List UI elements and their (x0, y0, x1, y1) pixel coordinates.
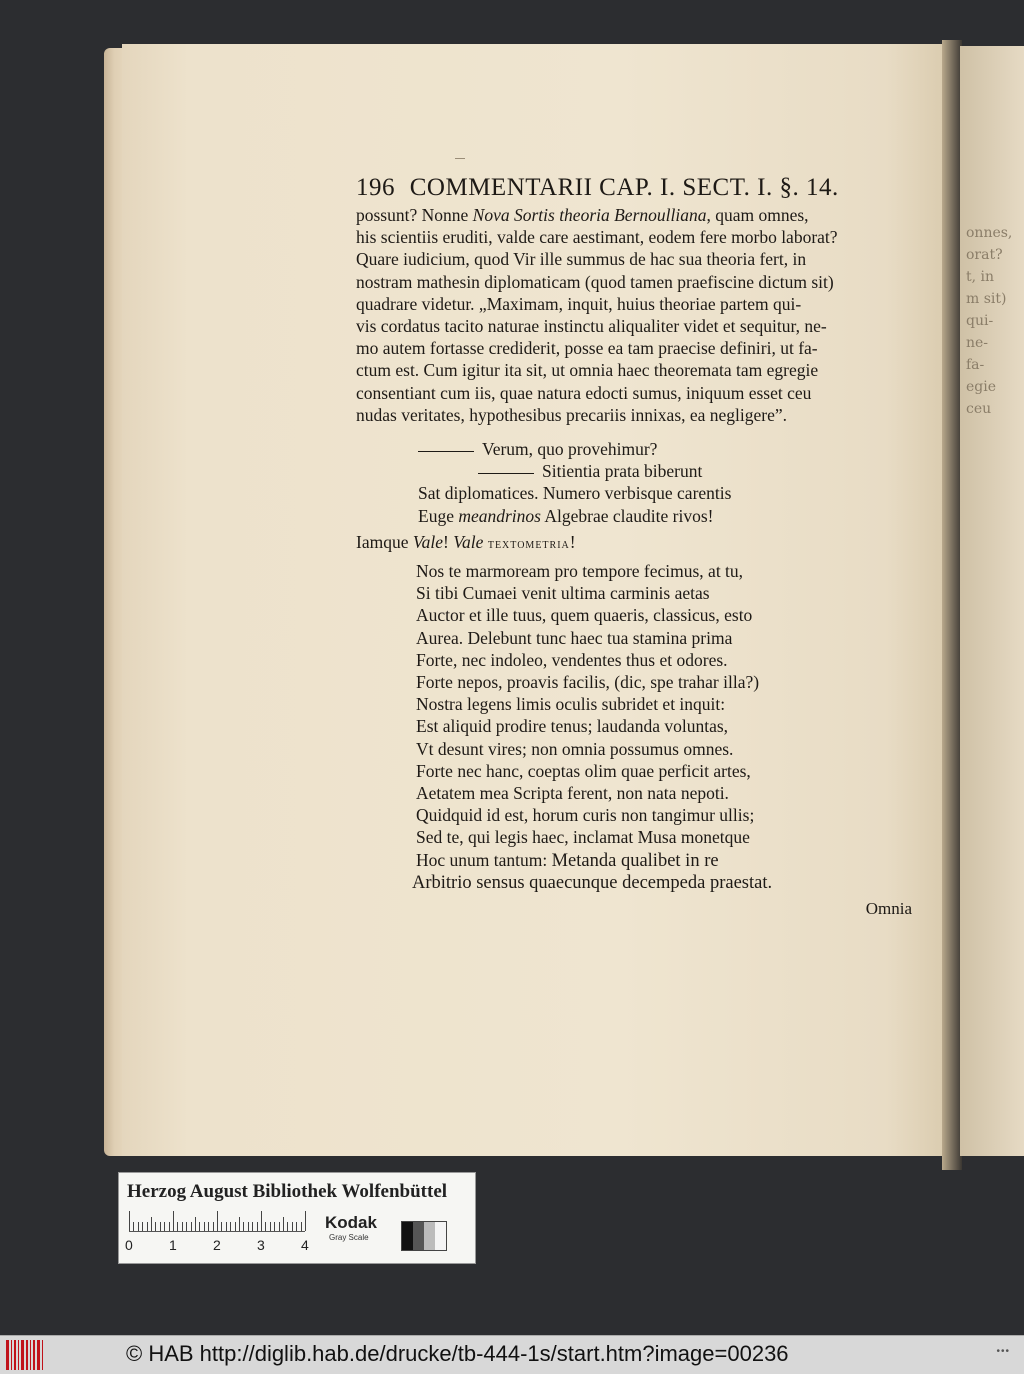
facing-page-fragment: egie (966, 379, 997, 395)
ruler-number: 3 (257, 1237, 265, 1253)
ruler-tick (195, 1217, 196, 1231)
ruler-number: 4 (301, 1237, 309, 1253)
ruler-tick (261, 1211, 262, 1231)
color-calibration-bar (118, 1172, 476, 1264)
ruler-tick (305, 1211, 306, 1231)
viewer-footer (0, 1335, 1024, 1374)
prose-line: Quare iudicium, quod Vir ille summus de hac sua theoria fert, in (356, 249, 807, 270)
kodak-logo: Kodak (325, 1213, 377, 1232)
prose-line: mo autem fortasse crediderit, posse ea tam praecise definiri, ut fa- (356, 338, 818, 359)
ruler-tick (239, 1217, 240, 1231)
ruler-tick (257, 1222, 258, 1231)
ruler-tick (151, 1217, 152, 1231)
ruler-tick (164, 1222, 165, 1231)
ruler-tick (182, 1222, 183, 1231)
page-mark (455, 158, 465, 159)
facing-page-fragment: qui- (966, 313, 994, 329)
verse-line: Si tibi Cumaei venit ultima carminis aetas (416, 583, 710, 604)
facing-page-fragment: m sit) (966, 291, 1007, 307)
ruler-tick (133, 1222, 134, 1231)
barcode-bar (26, 1340, 28, 1370)
facing-page-fragment: ceu (966, 401, 992, 417)
verse-line: Nos te marmoream pro tempore fecimus, at tu, (416, 561, 744, 582)
ruler-tick (142, 1222, 143, 1231)
prose-line: nudas veritates, hypothesibus precariis innixas, ea negligere”. (356, 404, 788, 425)
verse-line: Auctor et ille tuus, quem quaeris, classicus, esto (416, 605, 753, 626)
barcode-bar (37, 1340, 40, 1370)
hab-logo-icon[interactable] (6, 1340, 44, 1370)
ruler-number: 2 (213, 1237, 221, 1253)
ruler-number: 1 (169, 1237, 177, 1253)
prose-line: his scientiis eruditi, valde care aestimant, eodem fere morbo laborat? (356, 227, 838, 248)
running-header (356, 174, 918, 202)
page-number: 196 (356, 174, 395, 201)
farewell-line: Iamque Vale! Vale textometria! (356, 531, 576, 552)
ruler-tick (147, 1222, 148, 1231)
ruler-tick (199, 1222, 200, 1231)
barcode-bar (21, 1340, 24, 1370)
facing-page-fragment: ne- (966, 335, 989, 351)
ruler-tick (169, 1222, 170, 1231)
verse-line: Euge meandrinos Algebrae claudite rivos! (418, 505, 714, 526)
prose-paragraph (356, 204, 918, 426)
barcode-bar (11, 1340, 12, 1370)
ruler-tick (186, 1222, 187, 1231)
ruler-tick (155, 1222, 156, 1231)
verse-line: Sitientia prata biberunt (356, 460, 918, 482)
em-dash (478, 473, 534, 474)
ruler-tick (230, 1222, 231, 1231)
ruler-tick (160, 1222, 161, 1231)
verse-line: Forte, nec indoleo, vendentes thus et odores. (416, 649, 728, 670)
facing-page-fragment: orat? (966, 247, 1003, 263)
ruler-tick (243, 1222, 244, 1231)
copyright-url[interactable]: © HAB http://diglib.hab.de/drucke/tb-444-1s/start.htm?image=00236 (126, 1341, 789, 1366)
verse-line: Aurea. Delebunt tunc haec tua stamina prima (416, 627, 733, 648)
gray-swatch (402, 1222, 413, 1250)
ruler-tick (129, 1211, 130, 1231)
prose-line: consentiant cum iis, quae natura edocti sumus, iniquum esset ceu (356, 382, 812, 403)
verse-line: Forte nepos, proavis facilis, (dic, spe trahar illa?) (416, 672, 760, 693)
em-dash (418, 451, 474, 452)
verse-line: Sed te, qui legis haec, inclamat Musa monetque (416, 827, 750, 848)
verse-line: Forte nec hanc, coeptas olim quae perficit artes, (416, 760, 751, 781)
facing-page-fragment: onnes, (966, 225, 1013, 241)
ruler-tick (283, 1217, 284, 1231)
ruler-tick (221, 1222, 222, 1231)
catchword: Omnia (865, 899, 912, 919)
verse-line: Quidquid id est, horum curis non tangimur ullis; (416, 805, 755, 826)
ruler-number: 0 (125, 1237, 133, 1253)
ruler-tick (226, 1222, 227, 1231)
ruler-tick (274, 1222, 275, 1231)
prose-line: quadrare videtur. „Maximam, inquit, huius theoriae partem qui- (356, 293, 802, 314)
verse-line: Aetatem mea Scripta ferent, non nata nepoti. (416, 783, 729, 804)
page-text (356, 174, 918, 920)
verse-line: Sat diplomatices. Numero verbisque carentis (418, 483, 732, 504)
gray-swatch (413, 1222, 424, 1250)
verse-line: Hoc unum tantum: Metanda qualibet in re (416, 849, 719, 871)
ruler-tick (213, 1222, 214, 1231)
ruler-tick (287, 1222, 288, 1231)
facing-page (960, 46, 1024, 1156)
ruler-tick (138, 1222, 139, 1231)
ruler-tick (301, 1222, 302, 1231)
ruler-tick (265, 1222, 266, 1231)
institution-name: Herzog August Bibliothek Wolfenbüttel (127, 1181, 448, 1202)
barcode-bar (30, 1340, 31, 1370)
prose-line: possunt? Nonne Nova Sortis theoria Bernoulliana, quam omnes, (356, 205, 809, 225)
ruler-tick (217, 1211, 218, 1231)
ruler-tick (292, 1222, 293, 1231)
verse-block-2 (356, 560, 918, 894)
ruler-tick (204, 1222, 205, 1231)
verse-line: Nostra legens limis oculis subridet et inquit: (416, 694, 726, 715)
verse-line: Verum, quo provehimur? (356, 438, 918, 460)
barcode-bar (18, 1340, 19, 1370)
barcode-bar (42, 1340, 43, 1370)
ruler-tick (279, 1222, 280, 1231)
book-gutter (942, 40, 962, 1170)
facing-page-fragment: t, in (966, 269, 995, 285)
ruler-tick (248, 1222, 249, 1231)
more-icon[interactable]: ••• (996, 1346, 1010, 1357)
ruler-tick (208, 1222, 209, 1231)
running-title: COMMENTARII CAP. I. SECT. I. §. 14. (409, 174, 839, 201)
ruler-scale (129, 1211, 305, 1232)
gray-swatch (435, 1222, 446, 1250)
barcode-bar (33, 1340, 35, 1370)
verse-block-1 (356, 438, 918, 527)
ruler-tick (191, 1222, 192, 1231)
ruler-tick (173, 1211, 174, 1231)
ruler-tick (177, 1222, 178, 1231)
ruler-tick (296, 1222, 297, 1231)
ruler-tick (270, 1222, 271, 1231)
gray-swatches (401, 1221, 447, 1251)
prose-line: ctum est. Cum igitur ita sit, ut omnia haec theoremata tam egregie (356, 360, 819, 381)
gray-swatch (424, 1222, 435, 1250)
gray-scale-label: Gray Scale (329, 1233, 369, 1242)
ruler-tick (252, 1222, 253, 1231)
ruler-tick (235, 1222, 236, 1231)
facing-page-fragment: fa- (966, 357, 985, 373)
verse-line: Vt desunt vires; non omnia possumus omnes. (416, 738, 734, 759)
barcode-bar (6, 1340, 9, 1370)
prose-line: vis cordatus tacito naturae instinctu aliqualiter videt et sequitur, ne- (356, 316, 827, 337)
verse-line: Arbitrio sensus quaecunque decempeda praestat. (412, 872, 773, 893)
prose-line: nostram mathesin diplomaticam (quod tamen praefiscine dictum sit) (356, 271, 834, 292)
verse-line: Est aliquid prodire tenus; laudanda voluntas, (416, 716, 729, 737)
barcode-bar (14, 1340, 16, 1370)
